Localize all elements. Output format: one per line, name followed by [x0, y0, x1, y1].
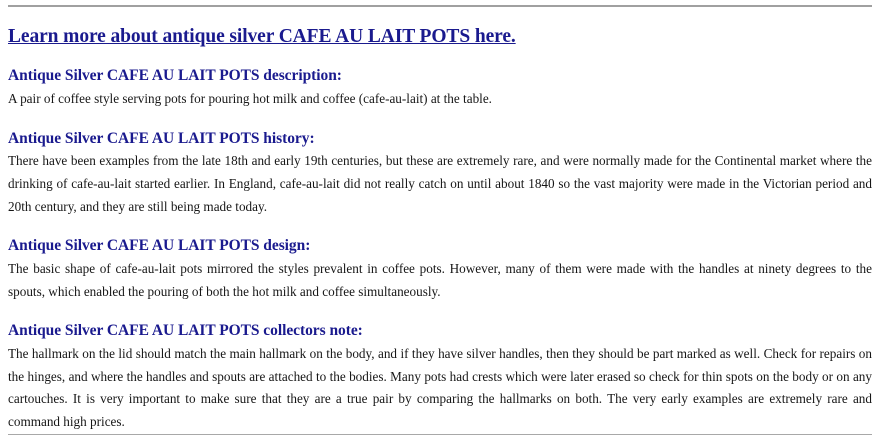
document-content	[8, 7, 872, 434]
section-heading-history: Antique Silver CAFE AU LAIT POTS history:	[8, 129, 315, 147]
section-history	[8, 130, 872, 219]
section-description	[8, 67, 872, 110]
section-heading-design: Antique Silver CAFE AU LAIT POTS design:	[8, 237, 311, 255]
lead-link-container	[8, 26, 872, 48]
section-heading-collectors-note: Antique Silver CAFE AU LAIT POTS collectors note:	[8, 322, 363, 340]
section-collectors-note	[8, 322, 872, 433]
section-body-history: There have been examples from the late 18th and early 19th centuries, but these are extremely rare, and were normally made for the Continental market where the drinking of cafe-au-lait started earlier. In England, cafe-au-lait did not really catch on until about 1840 so the vast majority were made in the Victorian period and 20th century, and they are still being made today.	[8, 153, 872, 214]
section-heading-description: Antique Silver CAFE AU LAIT POTS description:	[8, 67, 342, 85]
section-design	[8, 237, 872, 303]
section-body-description: A pair of coffee style serving pots for pouring hot milk and coffee (cafe-au-lait) at the table.	[8, 91, 492, 107]
section-body-design: The basic shape of cafe-au-lait pots mirrored the styles prevalent in coffee pots. However, many of them were made with the handles at ninety degrees to the spouts, which enabled the pouring of both the hot milk and coffee simultaneously.	[8, 261, 872, 299]
learn-more-link[interactable]: Learn more about antique silver CAFE AU LAIT POTS here.	[8, 26, 516, 47]
section-body-collectors-note: The hallmark on the lid should match the main hallmark on the body, and if they have silver handles, then they should be part marked as well. Check for repairs on the hinges, and where the handles and spouts are attached to the bodies. Many pots had crests which were later erased so check for thin spots on the body or on any cartouches. It is very important to make sure that they are a true pair by comparing the hallmarks on both. The very early examples are extremely rare and command high prices.	[8, 346, 872, 430]
